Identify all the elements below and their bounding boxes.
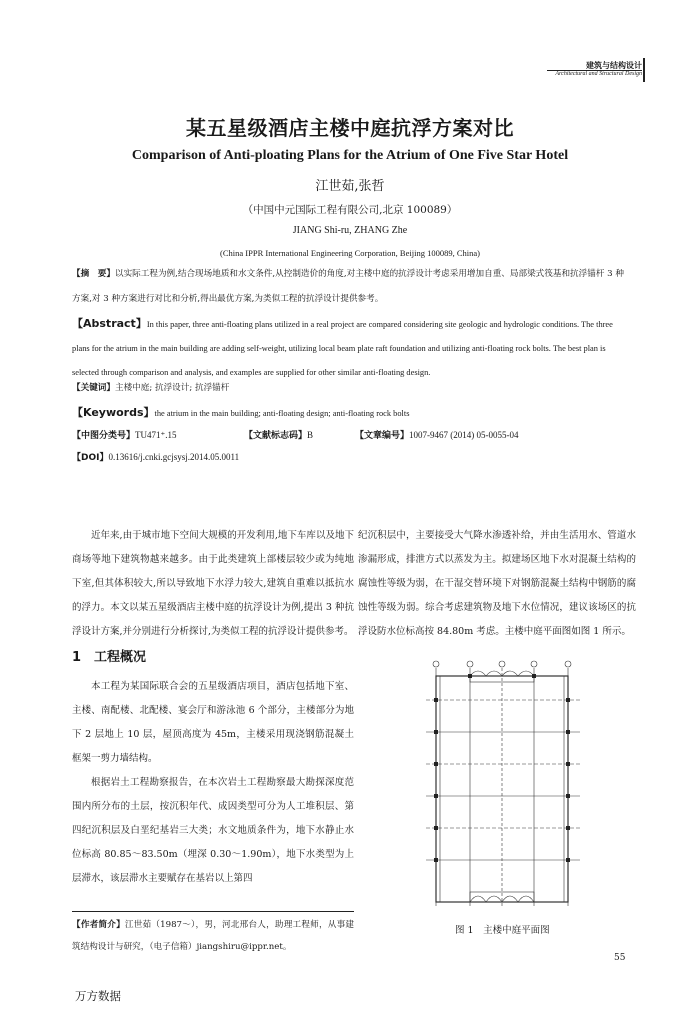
article-title-cn: 某五星级酒店主楼中庭抗浮方案对比 (186, 116, 514, 140)
keywords-en-label: 【Keywords】 (72, 406, 155, 419)
right-paragraph (358, 524, 636, 644)
footer-watermark: 万方数据 (75, 989, 121, 1003)
section-heading: 1 工程概况 (72, 650, 147, 665)
abstract-cn (72, 262, 630, 312)
authors-cn: 江世茹,张哲 (315, 179, 385, 194)
article-no-value: 1007-9467 (2014) 05-0055-04 (409, 430, 519, 440)
atrium-plan-figure (418, 660, 588, 910)
figure-caption: 图 1 主楼中庭平面图 (455, 925, 550, 936)
abstract-cn-label: 【摘 要】 (72, 269, 115, 279)
article-no-label: 【文章编号】 (355, 431, 410, 441)
column-name-en: Architectural and Structural Design (555, 71, 642, 77)
author-bio-text: 江世茹（1987～），男，河北邢台人，助理工程师，从事建筑结构设计与研究，（电子信箱）jiangshiru@ippr.net。 (72, 920, 354, 952)
abstract-cn-text: 以实际工程为例,结合现场地质和水文条件,从控制造价的角度,对主楼中庭的抗浮设计考虑采用增加自重、局部梁式筏基和抗浮锚杆 3 种方案,对 3 种方案进行对比和分析,得出最优方案,为类似工程的抗浮设计提供参考。 (72, 269, 624, 304)
header-rule-vertical (643, 58, 645, 82)
page-number: 55 (614, 953, 626, 963)
column-name-cn: 建筑与结构设计 (586, 61, 642, 70)
authors-en: JIANG Shi-ru, ZHANG Zhe (292, 225, 408, 236)
section1-para2: 根据岩土工程勘察报告，在本次岩土工程勘察最大勘探深度范围内所分布的土层，按沉积年代、成因类型可分为人工堆积层、第四纪沉积层及白垩纪基岩三大类；水文地质条件为，地下水静止水位标高 80.85～83.50m（埋深 0.30～1.90m），地下水类型为上层滞水，该层滞水主要赋存在基岩以上第四 (72, 777, 354, 884)
article-title-en: Comparison of Anti-ploating Plans for the Atrium of One Five Star Hotel (131, 148, 569, 163)
right-para-text: 纪沉积层中，主要接受大气降水渗透补给，并由生活用水、管道水渗漏形成，排泄方式以蒸发为主。拟建场区地下水对混凝土结构的腐蚀性等级为弱，在干湿交替环境下对钢筋混凝土结构中钢筋的腐蚀性等级为弱。综合考虑建筑物及地下水位情况，建议该场区的抗浮设防水位标高按 84.80m 考虑。主楼中庭平面图如图 1 所示。 (358, 530, 636, 637)
affiliation-cn: （中国中元国际工程有限公司,北京 100089） (242, 204, 458, 216)
abstract-en-text: In this paper, three anti-floating plans utilized in a real project are compared considering site geologic and hydrologic conditions. The three plans for the atrium in the main building are adding self-weight, utilizing local beam plate raft foundation and utilizing anti-floating rock bolts. The best plan is selected through comparison and analysis, and examples are supplied for other similar anti-floating design. (72, 320, 613, 377)
author-bio (72, 911, 354, 958)
clc-label: 【中图分类号】 (72, 431, 136, 441)
clc-value: TU471⁺.15 (135, 430, 177, 440)
abstract-en-label: 【Abstract】 (72, 317, 147, 330)
section1-para1: 本工程为某国际联合会的五星级酒店项目，酒店包括地下室、主楼、南配楼、北配楼、宴会厅和游泳池 6 个部分，主楼部分为地下 2 层地上 10 层，屋顶高度为 45m，主楼采用现浇钢筋混凝土框架一剪力墙结构。 (72, 681, 354, 764)
keywords-en (72, 401, 630, 426)
intro-text: 近年来,由于城市地下空间大规模的开发利用,地下车库以及地下商场等地下建筑物越来越多。由于此类建筑上部楼层较少或为纯地下室,但其体积较大,所以导致地下水浮力较大,建筑自重难以抵抗水的浮力。本文以某五星级酒店主楼中庭的抗浮设计为例,提出 3 种抗浮设计方案,并分别进行分析探讨,为类似工程的抗浮设计提供参考。 (72, 530, 354, 637)
keywords-cn-text: 主楼中庭; 抗浮设计; 抗浮锚杆 (114, 383, 230, 393)
author-bio-label: 【作者简介】 (72, 920, 125, 930)
affiliation-en: (China IPPR International Engineering Corporation, Beijing 100089, China) (220, 248, 480, 258)
doi-label: 【DOI】 (72, 453, 109, 463)
doi-line (72, 450, 239, 463)
doi-value: 0.13616/j.cnki.gcjsysj.2014.05.0011 (108, 452, 240, 462)
section1-body (72, 675, 354, 891)
abstract-en (72, 312, 630, 385)
keywords-cn (72, 376, 630, 401)
keywords-en-text: the atrium in the main building; anti-floating design; anti-floating rock bolts (154, 409, 410, 418)
intro-paragraph (72, 524, 354, 644)
doc-code-label: 【文献标志码】 (244, 431, 308, 441)
keywords-cn-label: 【关键词】 (72, 383, 115, 393)
doc-code-value: B (307, 430, 314, 440)
